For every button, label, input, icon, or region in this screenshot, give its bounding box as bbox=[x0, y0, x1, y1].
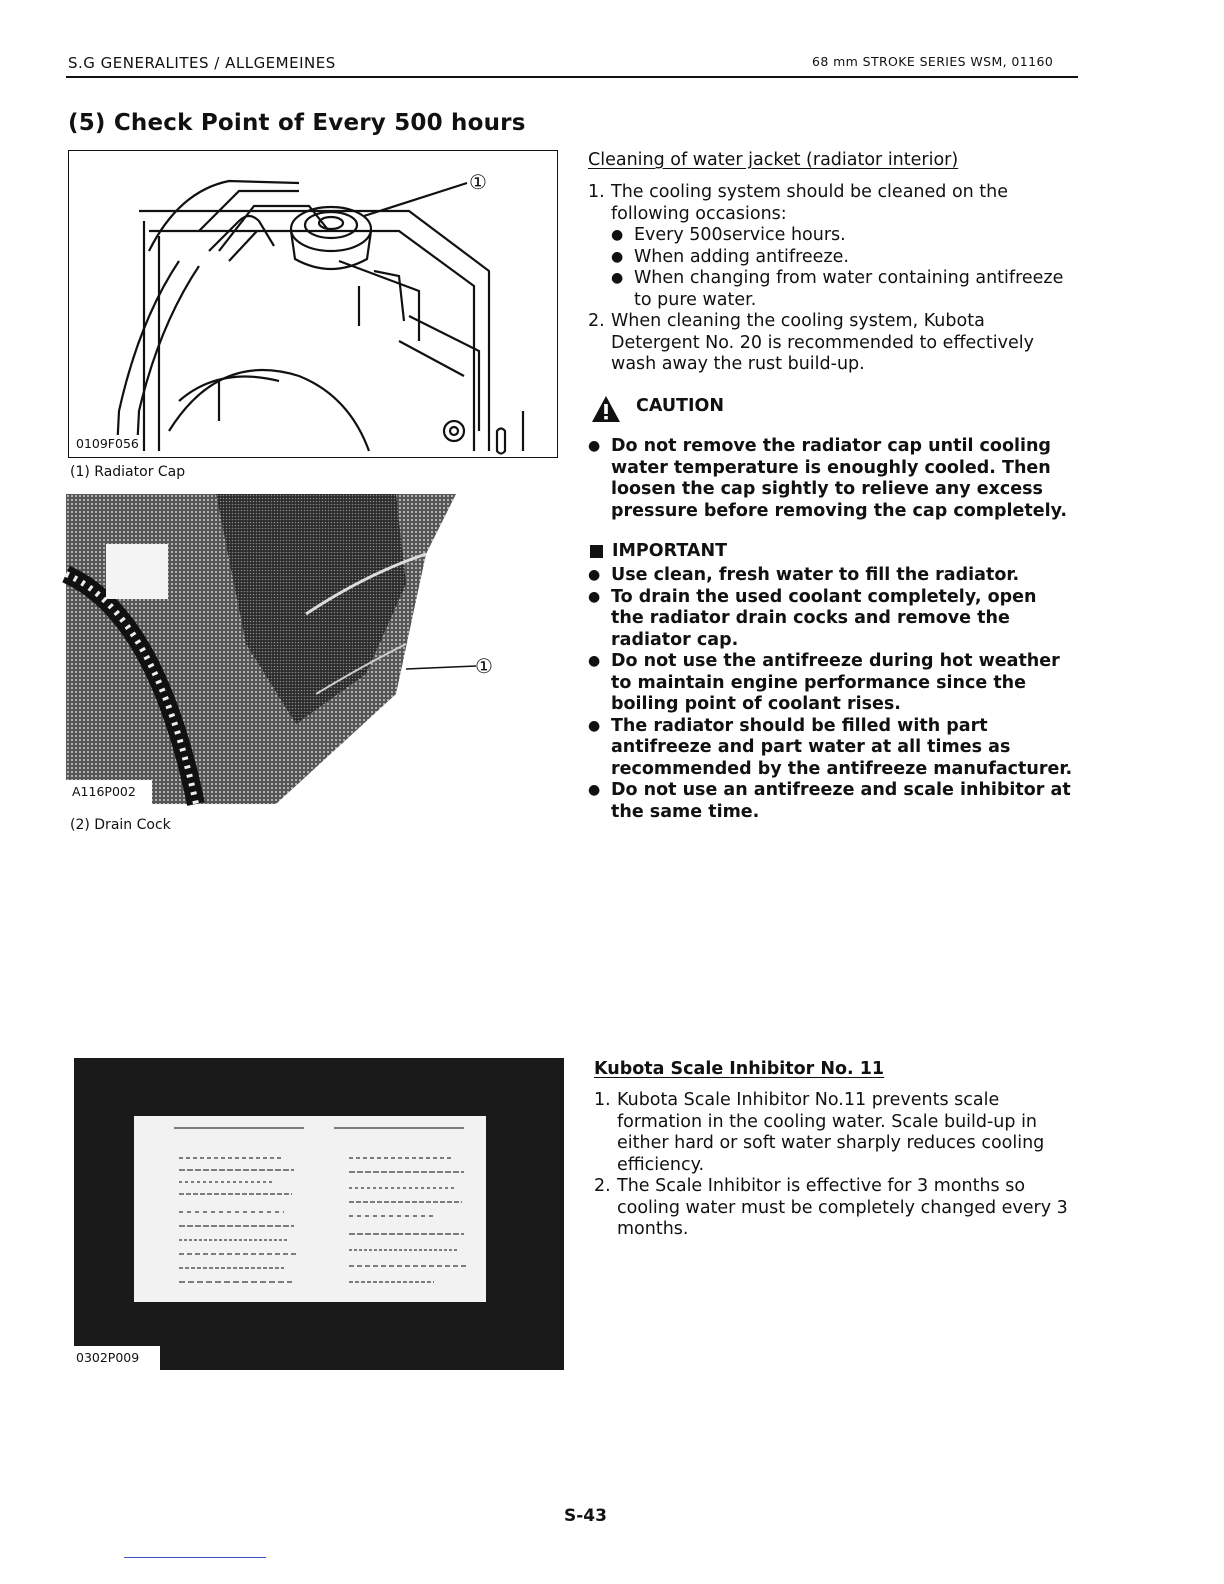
drain-caption: (2) Drain Cock bbox=[70, 817, 171, 833]
radiator-figure bbox=[68, 150, 558, 458]
drain-cock-photo bbox=[66, 494, 493, 804]
inhibitor-step-1 bbox=[594, 1090, 1078, 1176]
step-text: The cooling system should be cleaned on the following occasions: bbox=[611, 182, 1009, 224]
important-item: Do not use an antifreeze and scale inhibitor at the same time. bbox=[611, 780, 1071, 822]
bullet-icon: ● bbox=[588, 717, 601, 734]
footer-line bbox=[124, 1557, 266, 1558]
important-square-icon bbox=[590, 545, 603, 558]
step-text: The Scale Inhibitor is effective for 3 months so cooling water must be completely changed every 3 months. bbox=[617, 1176, 1068, 1239]
inhibitor-figure-code: 0302P009 bbox=[76, 1350, 140, 1365]
important-item: The radiator should be filled with part antifreeze and part water at all times as recommended by the antifreeze manufacturer. bbox=[611, 715, 1073, 779]
inhibitor-step-2 bbox=[594, 1176, 1078, 1241]
bullet-icon: ● bbox=[588, 653, 601, 669]
cleaning-heading: Cleaning of water jacket (radiator interior) bbox=[588, 150, 959, 170]
inhibitor-steps bbox=[594, 1090, 1078, 1241]
drain-callout-label: ① bbox=[475, 654, 493, 678]
step-text: When cleaning the cooling system, Kubota Detergent No. 20 is recommended to effectively wash away the rust build-up. bbox=[611, 311, 1034, 374]
radiator-caption: (1) Radiator Cap bbox=[70, 464, 186, 480]
header-left: S.G GENERALITES / ALLGEMEINES bbox=[68, 54, 336, 72]
important-item: To drain the used coolant completely, open the radiator drain cocks and remove the radiator cap. bbox=[611, 586, 1037, 650]
step-number: 1. bbox=[588, 182, 605, 202]
drain-figure-code: A116P002 bbox=[72, 784, 136, 799]
caution-list bbox=[588, 436, 1074, 522]
page-number: S-43 bbox=[564, 1506, 607, 1526]
drain-cock-image bbox=[66, 494, 466, 804]
header-rule bbox=[66, 76, 1078, 78]
radiator-callout-label: ① bbox=[469, 170, 487, 194]
bullet-icon: ● bbox=[611, 270, 624, 286]
inhibitor-leaflet bbox=[134, 1116, 486, 1302]
occasion-item: When adding antifreeze. bbox=[634, 246, 849, 267]
step-number: 2. bbox=[588, 311, 605, 331]
important-list bbox=[588, 565, 1074, 823]
important-title: IMPORTANT bbox=[612, 541, 728, 561]
caution-item: Do not remove the radiator cap until cooling water temperature is enoughly cooled. Then loosen the cap sightly to relieve any excess pressure before removing the cap completely. bbox=[611, 436, 1068, 521]
occasion-item: When changing from water containing antifreeze to pure water. bbox=[634, 268, 1064, 310]
bullet-icon: ● bbox=[588, 567, 601, 583]
radiator-figure-code: 0109F056 bbox=[73, 435, 142, 452]
step-number: 1. bbox=[594, 1090, 611, 1110]
cleaning-step-1 bbox=[588, 182, 1074, 311]
inhibitor-heading: Kubota Scale Inhibitor No. 11 bbox=[594, 1059, 885, 1079]
step-number: 2. bbox=[594, 1176, 611, 1196]
bullet-icon: ● bbox=[611, 248, 624, 265]
section-title: (5) Check Point of Every 500 hours bbox=[68, 110, 526, 136]
occasion-item: Every 500service hours. bbox=[634, 225, 846, 245]
cleaning-step-2 bbox=[588, 311, 1074, 376]
radiator-cap-drawing bbox=[69, 151, 559, 459]
important-item: Use clean, fresh water to fill the radiator. bbox=[611, 565, 1020, 585]
warning-icon bbox=[590, 394, 622, 424]
step-text: Kubota Scale Inhibitor No.11 prevents scale formation in the cooling water. Scale build-up in either hard or soft water sharply reduces cooling efficiency. bbox=[617, 1090, 1045, 1175]
caution-title: CAUTION bbox=[636, 396, 725, 416]
header-right: 68 mm STROKE SERIES WSM, 01160 bbox=[812, 54, 1054, 69]
bullet-icon: ● bbox=[588, 438, 601, 454]
bullet-icon: ● bbox=[588, 588, 601, 605]
bullet-icon: ● bbox=[611, 227, 624, 243]
important-item: Do not use the antifreeze during hot weather to maintain engine performance since the boiling point of coolant rises. bbox=[611, 651, 1060, 714]
scale-inhibitor-photo bbox=[74, 1058, 564, 1370]
cleaning-steps bbox=[588, 182, 1074, 376]
bullet-icon: ● bbox=[588, 782, 601, 798]
